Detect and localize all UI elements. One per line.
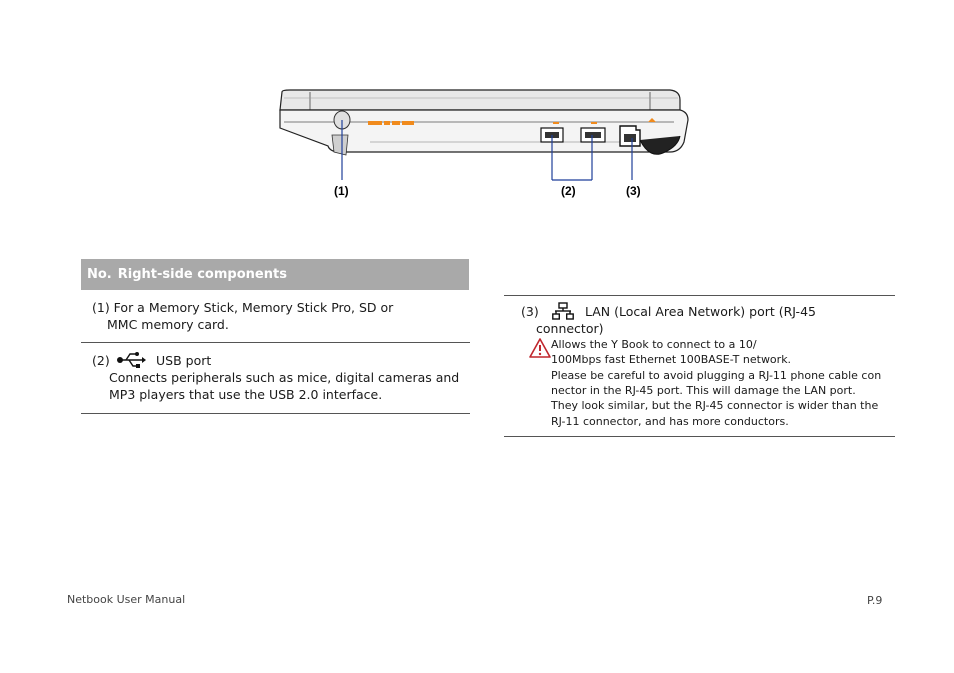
callout-3: (3) bbox=[626, 184, 641, 198]
desc-line2: 100Mbps fast Ethernet 100BASE-T network. bbox=[551, 353, 792, 366]
header-title: Right-side components bbox=[117, 267, 287, 282]
desc-line3: Please be careful to avoid plugging a RJ-11 phone cable con bbox=[551, 369, 882, 382]
row2-line1: Connects peripherals such as mice, digital cameras and bbox=[109, 370, 460, 385]
row2-line2: MP3 players that use the USB 2.0 interface. bbox=[109, 387, 383, 402]
callout-2: (2) bbox=[561, 184, 576, 198]
row1-line2: MMC memory card. bbox=[107, 317, 229, 332]
laptop-side-illustration bbox=[270, 80, 700, 200]
lan-network-icon bbox=[552, 302, 574, 320]
row1-line1: (1) For a Memory Stick, Memory Stick Pro, SD or bbox=[92, 300, 394, 315]
row2-title: USB port bbox=[156, 353, 212, 368]
row-divider bbox=[504, 295, 895, 296]
row-divider bbox=[81, 342, 470, 343]
row3-number: (3) bbox=[521, 304, 539, 319]
callout-1: (1) bbox=[334, 184, 349, 198]
laptop-right-side-figure bbox=[270, 80, 700, 200]
header-no: No. bbox=[87, 267, 112, 282]
desc-line6: RJ-11 connector, and has more conductors. bbox=[551, 415, 789, 428]
row-divider bbox=[81, 413, 470, 414]
warning-triangle-icon bbox=[529, 337, 551, 359]
desc-line4: nector in the RJ-45 port. This will damage the LAN port. bbox=[551, 384, 856, 397]
usb-icon bbox=[116, 351, 146, 369]
desc-line1: Allows the Y Book to connect to a 10/ bbox=[551, 338, 757, 351]
row3-title-line1: LAN (Local Area Network) port (RJ-45 bbox=[585, 304, 816, 319]
row2-number: (2) bbox=[92, 353, 110, 368]
footer-page-number: P.9 bbox=[867, 594, 883, 607]
desc-line5: They look similar, but the RJ-45 connector is wider than the bbox=[551, 399, 879, 412]
footer-manual-title: Netbook User Manual bbox=[67, 593, 186, 606]
table-header bbox=[81, 259, 469, 290]
row3-title-line2: connector) bbox=[536, 321, 604, 336]
row-divider bbox=[504, 436, 895, 437]
